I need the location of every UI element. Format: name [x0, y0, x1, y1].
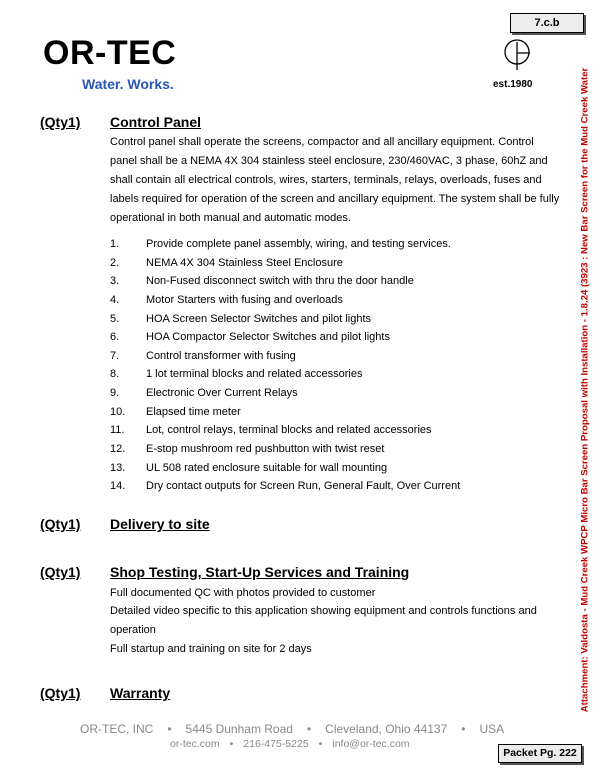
established-year: est.1980	[493, 79, 533, 90]
section-title: Shop Testing, Start-Up Services and Training	[110, 564, 410, 580]
packet-page-number: Packet Pg. 222	[498, 744, 582, 763]
list-item: 5. HOA Screen Selector Switches and pilot lights	[110, 312, 372, 325]
list-item: 3. Non-Fused disconnect switch with thru the door handle	[110, 275, 414, 288]
list-item: 14. Dry contact outputs for Screen Run, General Fault, Over Current	[110, 480, 461, 493]
footer-website-link[interactable]: or-tec.com	[170, 738, 220, 750]
section-title: Control Panel	[110, 114, 202, 130]
footer-contact-line: or-tec.com • 216-475-5225 • info@or-tec.com	[170, 738, 410, 750]
section-title: Delivery to site	[110, 516, 210, 532]
page-tag: 7.c.b	[510, 13, 584, 33]
list-item: 10. Elapsed time meter	[110, 405, 241, 418]
section-title: Warranty	[110, 685, 171, 701]
section-qty: (Qty1)	[40, 685, 81, 701]
footer-phone: 216-475-5225	[243, 738, 309, 750]
shop-testing-line: Detailed video specific to this application showing equipment and controls functions and operation	[110, 605, 537, 636]
section-qty: (Qty1)	[40, 564, 81, 580]
control-panel-feature-list	[110, 235, 460, 496]
list-item: 7. Control transformer with fusing	[110, 349, 296, 362]
footer-email-link[interactable]: info@or-tec.com	[332, 738, 410, 750]
list-item: 6. HOA Compactor Selector Switches and pilot lights	[110, 331, 390, 344]
control-panel-description: Control panel shall operate the screens, compactor and all ancillary equipment. Control panel shall be a NEMA 4X 304 stainless steel enclosure, 230/460VAC, 3 phase, 60hZ and shall contain all electrical controls, wires, starters, terminals, relays, overloads, fuses and labels required for operation of the screen and ancillary equipment. The system shall be fully operational in both manual and automatic modes.	[110, 136, 560, 224]
list-item: 8. 1 lot terminal blocks and related accessories	[110, 368, 363, 381]
footer-company: OR-TEC, INC	[80, 722, 154, 736]
list-item: 11. Lot, control relays, terminal blocks and related accessories	[110, 424, 432, 437]
footer-street: 5445 Dunham Road	[185, 722, 293, 736]
list-item: 13. UL 508 rated enclosure suitable for wall mounting	[110, 461, 388, 474]
footer-address-line: OR-TEC, INC • 5445 Dunham Road • Cleveland, Ohio 44137 • USA	[80, 722, 505, 736]
list-item: 2. NEMA 4X 304 Stainless Steel Enclosure	[110, 256, 343, 269]
footer-country: USA	[479, 722, 505, 736]
tagline: Water. Works.	[82, 76, 174, 92]
shop-testing-line: Full startup and training on site for 2 days	[110, 643, 312, 655]
ortec-mark-icon	[500, 36, 534, 72]
shop-testing-line: Full documented QC with photos provided to customer	[110, 587, 376, 599]
list-item: 12. E-stop mushroom red pushbutton with twist reset	[110, 443, 385, 456]
footer-city: Cleveland, Ohio 44137	[325, 722, 448, 736]
list-item: 4. Motor Starters with fusing and overloads	[110, 293, 343, 306]
attachment-side-note: Attachment: Valdosta - Mud Creek WPCP Micro Bar Screen Proposal with Installation - 1.8.24 (3923 : New Bar Screen for the Mud Creek Water	[579, 67, 591, 713]
list-item: 1. Provide complete panel assembly, wiring, and testing services.	[110, 238, 451, 250]
section-qty: (Qty1)	[40, 114, 81, 130]
list-item: 9. Electronic Over Current Relays	[110, 387, 298, 400]
company-logo: OR-TEC	[43, 34, 177, 72]
section-qty: (Qty1)	[40, 516, 81, 532]
